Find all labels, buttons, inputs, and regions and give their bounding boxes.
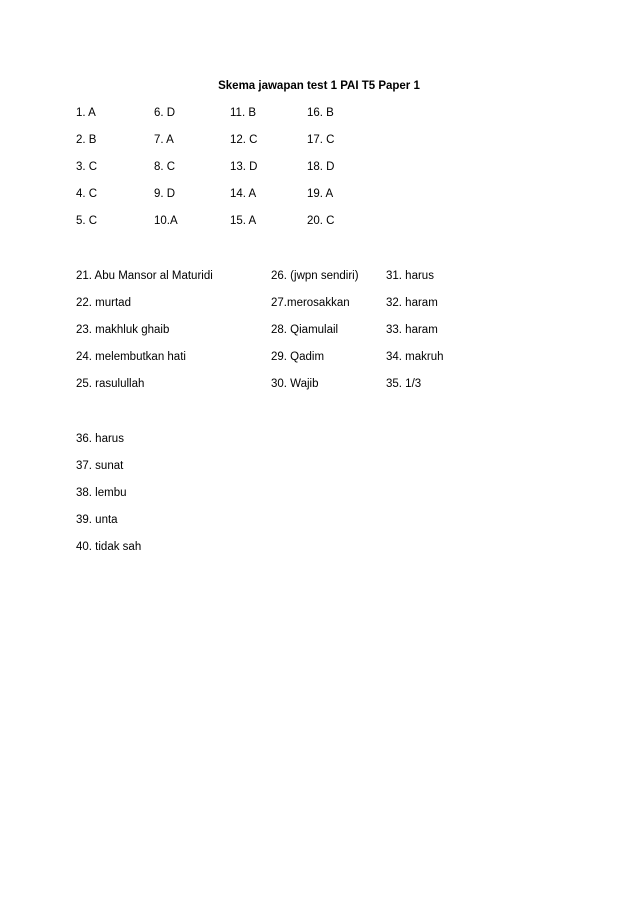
answer-37: 37. sunat xyxy=(76,460,124,472)
answer-34: 34. makruh xyxy=(386,351,444,363)
answer-4: 4. C xyxy=(76,188,98,200)
answer-14: 14. A xyxy=(230,188,257,200)
answer-19: 19. A xyxy=(307,188,334,200)
answer-18: 18. D xyxy=(307,161,335,173)
answer-2: 2. B xyxy=(76,134,97,146)
answer-30: 30. Wajib xyxy=(271,378,319,390)
answer-27: 27.merosakkan xyxy=(271,297,350,309)
answer-20: 20. C xyxy=(307,215,335,227)
answer-35: 35. 1/3 xyxy=(386,378,422,390)
answer-12: 12. C xyxy=(230,134,258,146)
answer-1: 1. A xyxy=(76,107,96,119)
answer-7: 7. A xyxy=(154,134,174,146)
answer-13: 13. D xyxy=(230,161,258,173)
page-title: Skema jawapan test 1 PAI T5 Paper 1 xyxy=(218,80,420,92)
answer-15: 15. A xyxy=(230,215,257,227)
answer-33: 33. haram xyxy=(386,324,438,336)
answer-31: 31. harus xyxy=(386,270,434,282)
answer-32: 32. haram xyxy=(386,297,438,309)
answer-36: 36. harus xyxy=(76,433,124,445)
answer-25: 25. rasulullah xyxy=(76,378,145,390)
answer-24: 24. melembutkan hati xyxy=(76,351,186,363)
answer-10: 10.A xyxy=(154,215,178,227)
answer-17: 17. C xyxy=(307,134,335,146)
answer-5: 5. C xyxy=(76,215,98,227)
answer-38: 38. lembu xyxy=(76,487,127,499)
answer-39: 39. unta xyxy=(76,514,118,526)
answer-26: 26. (jwpn sendiri) xyxy=(271,270,359,282)
answer-22: 22. murtad xyxy=(76,297,131,309)
answer-16: 16. B xyxy=(307,107,334,119)
answer-3: 3. C xyxy=(76,161,98,173)
answer-23: 23. makhluk ghaib xyxy=(76,324,170,336)
answer-11: 11. B xyxy=(230,107,256,119)
answer-29: 29. Qadim xyxy=(271,351,325,363)
answer-21: 21. Abu Mansor al Maturidi xyxy=(76,270,213,282)
answer-6: 6. D xyxy=(154,107,176,119)
answer-28: 28. Qiamulail xyxy=(271,324,339,336)
answer-8: 8. C xyxy=(154,161,176,173)
answer-40: 40. tidak sah xyxy=(76,541,142,553)
answer-9: 9. D xyxy=(154,188,176,200)
